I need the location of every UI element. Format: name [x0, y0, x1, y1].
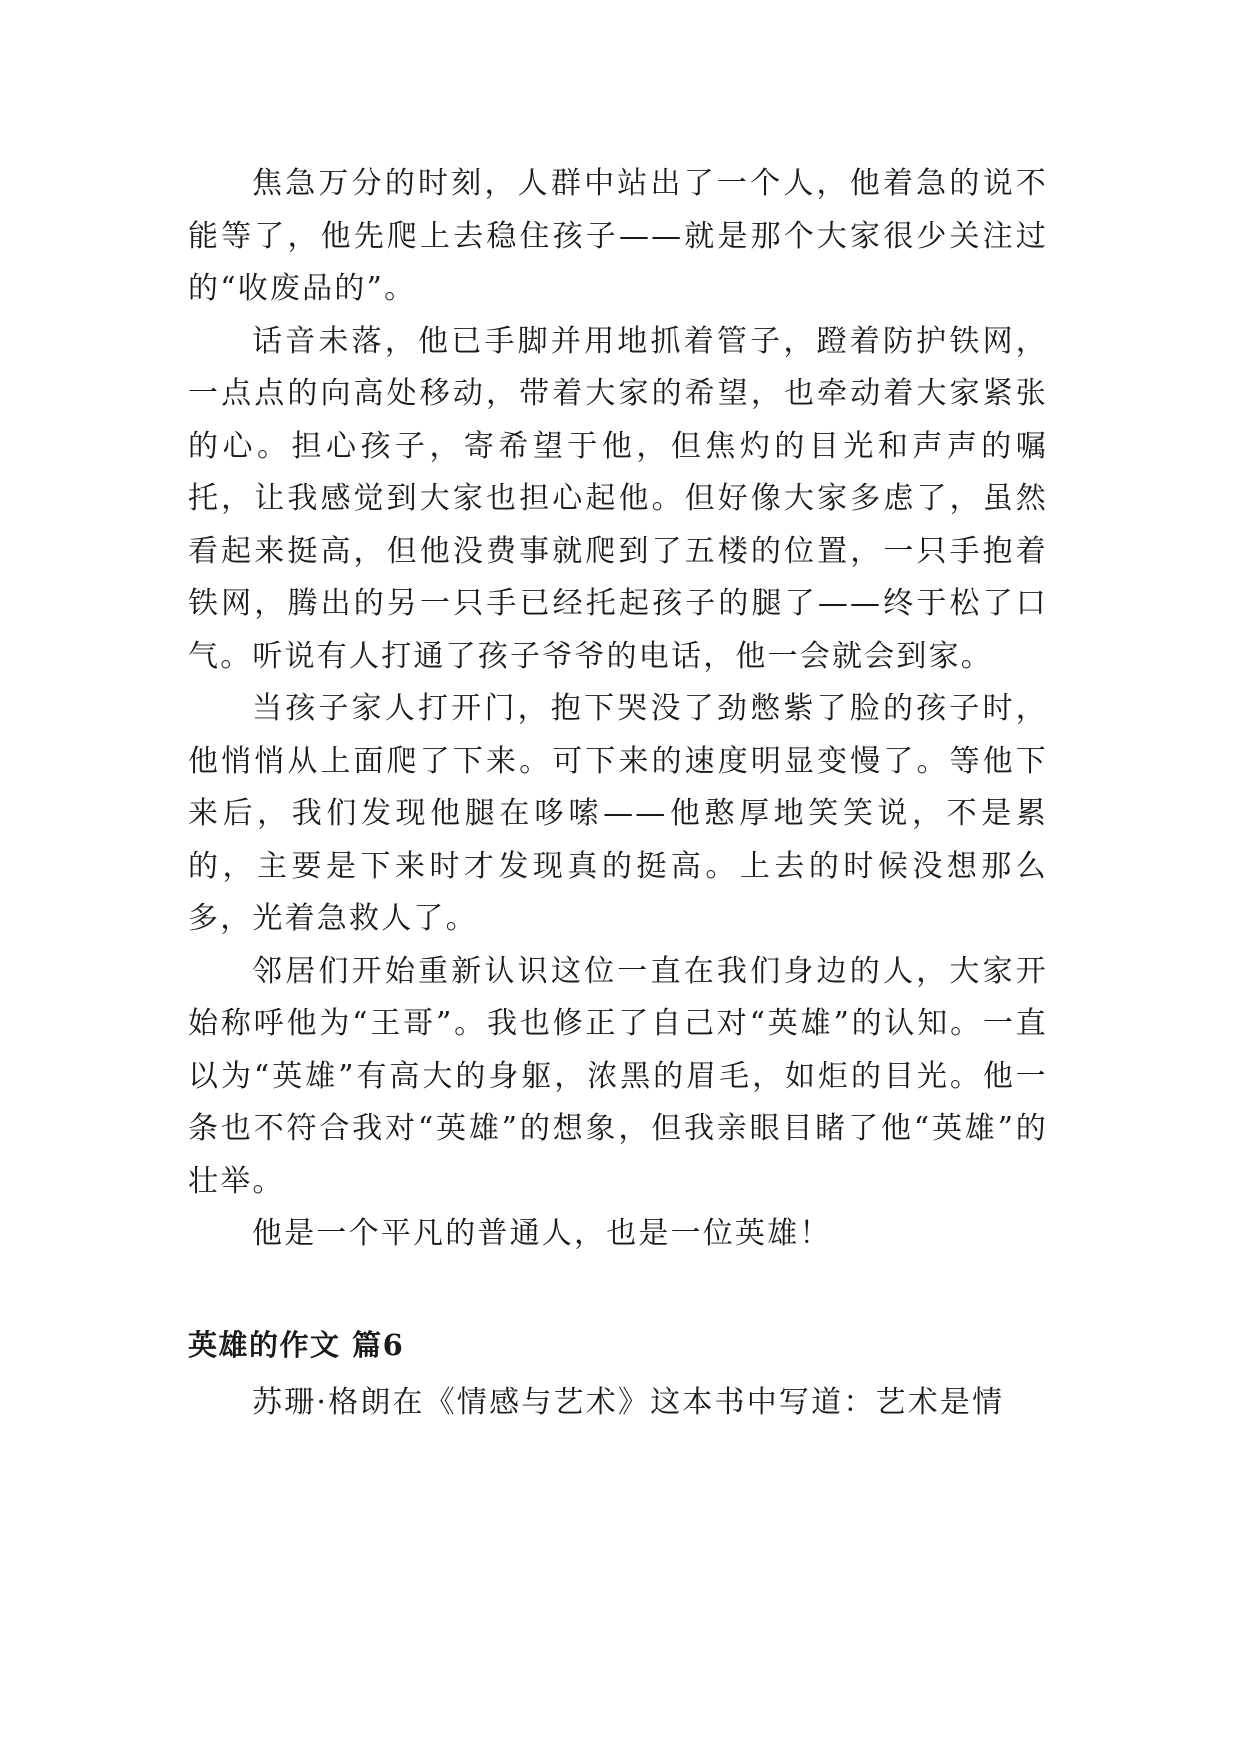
paragraph: 焦急万分的时刻，人群中站出了一个人，他着急的说不能等了，他先爬上去稳住孩子——就是那个大家很少关注过的“收废品的”。 — [188, 166, 1048, 306]
paragraph: 苏珊·格朗在《情感与艺术》这本书中写道：艺术是情 — [252, 1384, 1005, 1420]
section-heading: 英雄的作文 篇6 — [188, 1327, 405, 1362]
paragraph: 话音未落，他已手脚并用地抓着管子，蹬着防护铁网，一点点的向高处移动，带着大家的希望，也牵动着大家紧张的心。担心孩子，寄希望于他，但焦灼的目光和声声的嘱托，让我感觉到大家也担心起他。但好像大家多虑了，虽然看起来挺高，但他没费事就爬到了五楼的位置，一只手抱着铁网，腾出的另一只手已经托起孩子的腿了——终于松了口气。听说有人打通了孩子爷爷的电话，他一会就会到家。 — [188, 323, 1048, 674]
paragraph: 他是一个平凡的普通人，也是一位英雄！ — [252, 1216, 832, 1251]
paragraph: 邻居们开始重新认识这位一直在我们身边的人，大家开始称呼他为“王哥”。我也修正了自己对“英雄”的认知。一直以为“英雄”有高大的身躯，浓黑的眉毛，如炬的目光。他一条也不符合我对“英雄”的想象，但我亲眼目睹了他“英雄”的壮举。 — [188, 953, 1048, 1199]
document-body — [188, 158, 1048, 1429]
paragraph: 当孩子家人打开门，抱下哭没了劲憋紫了脸的孩子时，他悄悄从上面爬了下来。可下来的速度明显变慢了。等他下来后，我们发现他腿在哆嗦——他憨厚地笑笑说，不是累的，主要是下来时才发现真的挺高。上去的时候没想那么多，光着急救人了。 — [188, 691, 1048, 936]
